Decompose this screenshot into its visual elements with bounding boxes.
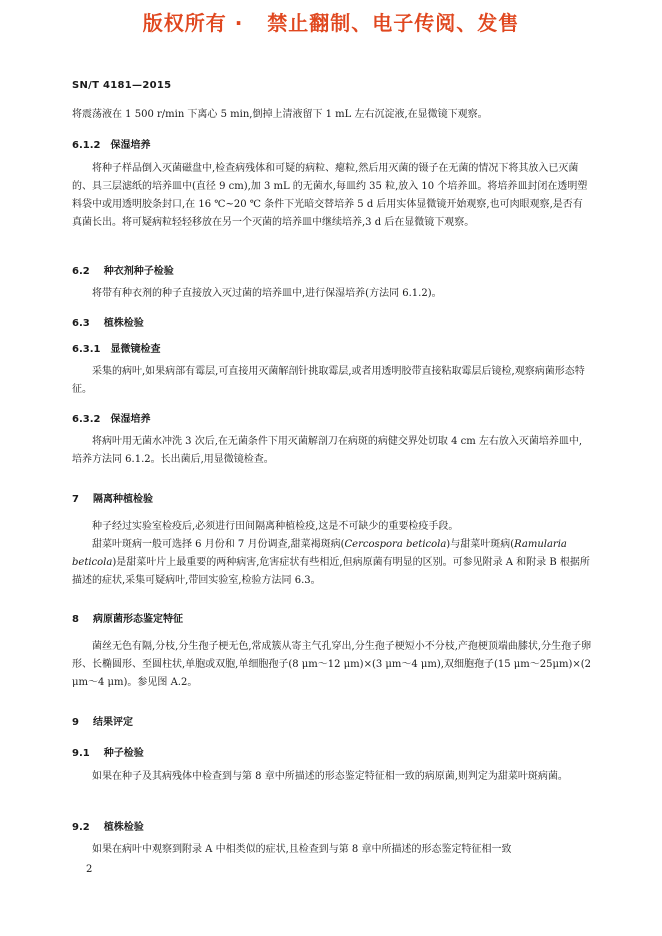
heading-6-2 xyxy=(72,262,174,277)
section-6-1-2-body xyxy=(72,160,592,232)
species-name: Ramularia beticola xyxy=(72,539,567,568)
section-title: 显微镜检查 xyxy=(110,344,161,355)
page-number: 2 xyxy=(86,864,93,875)
heading-6-3-2 xyxy=(72,410,150,425)
section-title: 保湿培养 xyxy=(110,140,151,151)
section-6-3-2-body xyxy=(72,433,592,469)
standard-code: SN/T 4181—2015 xyxy=(72,80,172,91)
section-number: 6.2 xyxy=(72,266,90,277)
section-7-body xyxy=(72,518,592,590)
paragraph: 菌丝无色有隔,分枝,分生孢子梗无色,常成簇从寄主气孔穿出,分生孢子梗短小不分枝,产孢梗顶端曲膝状,分生孢子卵形、长椭圆形、至圆柱状,单胞或双胞,单细胞孢子(8 μm～12 μm)×(3 μm～4 μm),双细胞孢子(15 μm～25μm)×(2 μm～4 μm)。参见图 A.2。 xyxy=(72,641,592,688)
heading-9 xyxy=(72,713,133,728)
section-number: 6.3.2 xyxy=(72,414,101,425)
copyright-watermark: 版权所有 · 禁止翻制、电子传阅、发售 xyxy=(142,11,520,35)
section-title: 隔离种植检验 xyxy=(92,494,153,505)
section-number: 9.2 xyxy=(72,822,90,833)
paragraph: 如果在种子及其病残体中检查到与第 8 章中所描述的形态鉴定特征相一致的病原菌,则判定为甜菜叶斑病菌。 xyxy=(92,771,568,782)
heading-9-2 xyxy=(72,818,144,833)
paragraph: 将种子样品倒入灭菌磁盘中,检查病残体和可疑的病粒、瘪粒,然后用灭菌的镊子在无菌的情况下将其放入已灭菌的、具三层滤纸的培养皿中(直径 9 cm),加 3 mL 的无菌水,每皿约 35 粒,放入 10 个培养皿。将培养皿封闭在透明塑料袋中或用透明胶条封口,在 16 ℃~20 ℃ 条件下光暗交替培养 5 d 后用实体显微镜开始观察,也可肉眼观察,是否有真菌长出。将可疑病粒轻轻移放在另一个灭菌的培养皿中继续培养,3 d 后在显微镜下观察。 xyxy=(72,163,588,228)
section-title: 结果评定 xyxy=(92,717,133,728)
section-number: 6.1.2 xyxy=(72,140,101,151)
section-6-2-body xyxy=(72,285,592,303)
text-fragment: 甜菜叶斑病一般可选择 6 月份和 7 月份调查,甜菜褐斑病( xyxy=(92,539,345,550)
section-number: 9.1 xyxy=(72,748,90,759)
section-9-2-body xyxy=(72,841,592,859)
section-title: 保湿培养 xyxy=(110,414,151,425)
intro-line: 将震荡液在 1 500 r/min 下离心 5 min,倒掉上清液留下 1 mL 左右沉淀液,在显微镜下观察。 xyxy=(72,109,488,120)
paragraph: 将带有种衣剂的种子直接放入灭过菌的培养皿中,进行保湿培养(方法同 6.1.2)。 xyxy=(92,288,442,299)
heading-6-3-1 xyxy=(72,340,160,355)
text-fragment: )与甜菜叶斑病( xyxy=(446,539,515,550)
section-6-3-1-body xyxy=(72,363,592,399)
text-fragment: )是甜菜叶片上最重要的两种病害,危害症状有些相近,但病原菌有明显的区别。可参见附录 A 和附录 B 根据所描述的症状,采集可疑病叶,带回实验室,检验方法同 6.3。 xyxy=(72,557,590,586)
heading-9-1 xyxy=(72,744,144,759)
section-title: 种子检验 xyxy=(103,748,144,759)
section-title: 病原菌形态鉴定特征 xyxy=(92,614,183,625)
section-9-1-body xyxy=(72,768,592,786)
section-number: 9 xyxy=(72,717,79,728)
heading-7 xyxy=(72,490,153,505)
section-title: 植株检验 xyxy=(103,318,144,329)
paragraph: 将病叶用无菌水冲洗 3 次后,在无菌条件下用灭菌解剖刀在病斑的病健交界处切取 4 cm 左右放入灭菌培养皿中,培养方法同 6.1.2。长出菌后,用显微镜检查。 xyxy=(72,436,583,465)
section-number: 6.3 xyxy=(72,318,90,329)
heading-6-1-2 xyxy=(72,136,150,151)
species-name: Cercospora beticola xyxy=(344,539,447,550)
section-number: 7 xyxy=(72,494,79,505)
section-number: 6.3.1 xyxy=(72,344,101,355)
intro-paragraph xyxy=(72,106,592,124)
heading-6-3 xyxy=(72,314,144,329)
section-title: 种衣剂种子检验 xyxy=(103,266,174,277)
paragraph: 采集的病叶,如果病部有霉层,可直接用灭菌解剖针挑取霉层,或者用透明胶带直接粘取霉层后镜检,观察病菌形态特征。 xyxy=(72,366,585,395)
section-8-body xyxy=(72,638,592,692)
paragraph-with-species xyxy=(72,536,592,590)
paragraph: 如果在病叶中观察到附录 A 中相类似的症状,且检查到与第 8 章中所描述的形态鉴定特征相一致 xyxy=(92,844,512,855)
section-title: 植株检验 xyxy=(103,822,144,833)
section-number: 8 xyxy=(72,614,79,625)
heading-8 xyxy=(72,610,183,625)
paragraph: 种子经过实验室检疫后,必须进行田间隔离种植检疫,这是不可缺少的重要检疫手段。 xyxy=(92,521,459,532)
